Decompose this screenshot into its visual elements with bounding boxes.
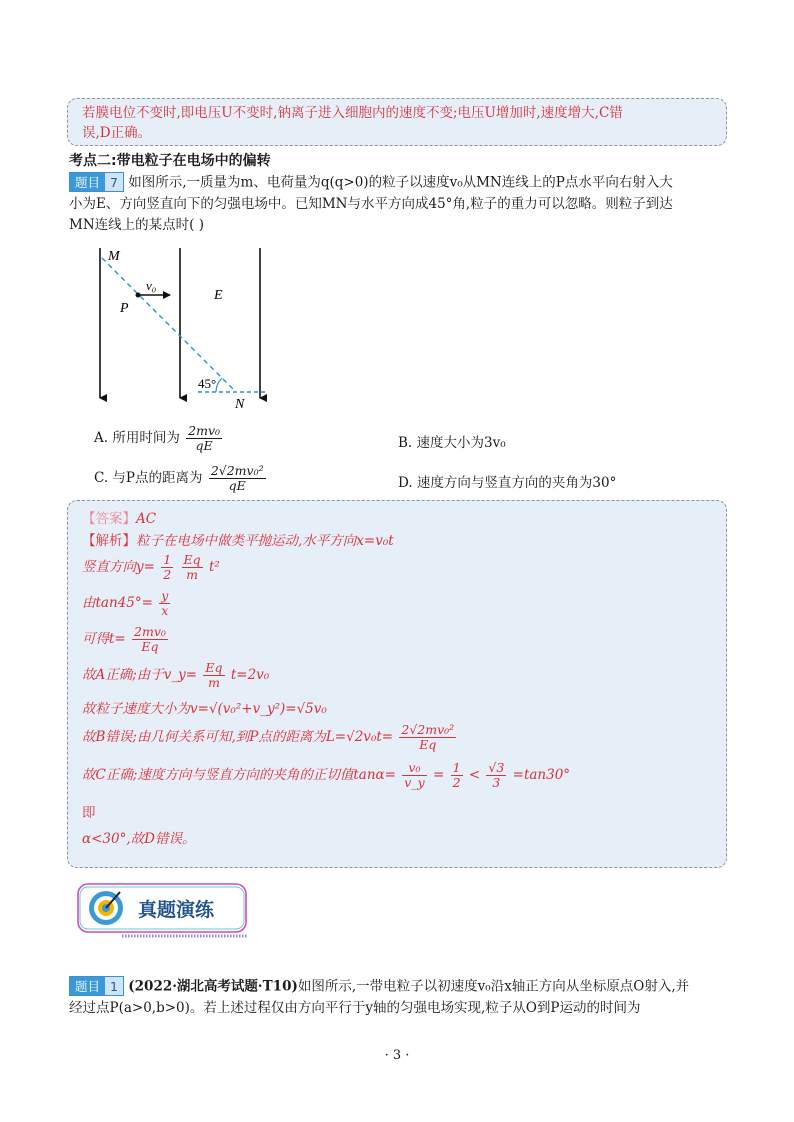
section-banner bbox=[76, 880, 254, 940]
analysis-text-1: 粒子在电场中做类平抛运动,水平方向x=v₀t bbox=[136, 533, 394, 549]
question-7 bbox=[69, 172, 729, 236]
section-title: 考点二:带电粒子在电场中的偏转 bbox=[69, 153, 271, 169]
fraction-eq-m bbox=[182, 553, 203, 582]
fraction-denominator: Eq bbox=[419, 737, 437, 752]
question-1 bbox=[69, 976, 729, 1019]
analysis-line-3 bbox=[82, 589, 172, 618]
analysis-text-2: 竖直方向y= bbox=[82, 559, 155, 575]
tag-label: 题目 bbox=[70, 977, 105, 995]
box1-line2: 误,D正确。 bbox=[82, 125, 152, 141]
target-icon bbox=[89, 891, 123, 925]
point-p bbox=[136, 293, 141, 298]
fraction-denominator: qE bbox=[228, 478, 246, 493]
fraction-numerator: Eq bbox=[205, 660, 223, 675]
equals-sign: = bbox=[432, 767, 445, 783]
tag-label: 题目 bbox=[70, 173, 105, 191]
option-b: B. 速度大小为3v₀ bbox=[398, 435, 506, 451]
option-a-fraction bbox=[186, 424, 222, 453]
option-c-text: C. 与P点的距离为 bbox=[94, 470, 203, 486]
analysis-line-10: α<30°,故D错误。 bbox=[82, 831, 196, 847]
answer-value: AC bbox=[136, 511, 157, 527]
tag-number: 7 bbox=[110, 174, 118, 190]
option-d: D. 速度方向与竖直方向的夹角为30° bbox=[398, 475, 617, 491]
option-a bbox=[94, 424, 224, 453]
label-p: P bbox=[120, 301, 129, 316]
fraction-half bbox=[161, 553, 173, 582]
mn-line bbox=[102, 258, 236, 392]
answer-box bbox=[67, 500, 727, 868]
label-e: E bbox=[214, 288, 223, 303]
analysis-text-5: 故A正确;由于v_y= bbox=[82, 667, 198, 683]
analysis-text-4: 可得t= bbox=[82, 631, 126, 647]
fraction-denominator: 2 bbox=[163, 567, 172, 582]
analysis-text-7: 故B错误;由几何关系可知,到P点的距离为L=√2v₀t= bbox=[82, 729, 394, 745]
page-number: · 3 · bbox=[384, 1048, 410, 1063]
analysis-suffix-8: =tan30° bbox=[512, 767, 571, 783]
fraction-numerator: Eq bbox=[183, 552, 201, 567]
question-line2: 小为E、方向竖直向下的匀强电场中。已知MN与水平方向成45°角,粒子的重力可以忽略。则粒子到达 bbox=[69, 195, 673, 212]
fraction-denominator: qE bbox=[195, 438, 213, 453]
question-1-line1: 如图所示,一带电粒子以初速度v₀沿x轴正方向从坐标原点O射入,并 bbox=[297, 978, 690, 995]
question-tag bbox=[69, 172, 124, 192]
box1-line1: 若膜电位不变时,即电压U不变时,钠离子进入细胞内的速度不变;电压U增加时,速度增大,C错 bbox=[82, 105, 623, 121]
analysis-line-9: 即 bbox=[82, 805, 96, 821]
fraction-denominator: x bbox=[161, 603, 169, 618]
fraction-numerator: √3 bbox=[488, 760, 505, 775]
field-diagram bbox=[80, 240, 280, 415]
fraction-numerator: 2mv₀ bbox=[134, 624, 166, 639]
fraction-numerator: 1 bbox=[452, 760, 461, 775]
fraction-numerator: 2mv₀ bbox=[188, 423, 221, 438]
analysis-line-6: 故粒子速度大小为v=√(v₀²+v_y²)=√5v₀ bbox=[82, 701, 327, 717]
question-1-line2: 经过点P(a>0,b>0)。若上述过程仅由方向平行于y轴的匀强电场实现,粒子从O到P运动的时间为 bbox=[69, 999, 641, 1016]
banner-title: 真题演练 bbox=[138, 899, 215, 921]
fraction-distance bbox=[399, 723, 456, 752]
label-angle: 45° bbox=[198, 376, 217, 391]
fraction-denominator: 3 bbox=[492, 775, 501, 790]
analysis-text-8: 故C正确;速度方向与竖直方向的夹角的正切值tanα= bbox=[82, 767, 396, 783]
answer-label: 【答案】 bbox=[82, 511, 136, 527]
answer-line bbox=[82, 507, 156, 527]
fraction-v0-vy bbox=[402, 761, 426, 790]
option-a-text: A. 所用时间为 bbox=[94, 430, 180, 446]
label-m: M bbox=[108, 249, 120, 264]
fraction-numerator: 2√2mv₀² bbox=[401, 722, 455, 737]
fraction-numerator: 1 bbox=[163, 552, 172, 567]
fraction-root3 bbox=[486, 761, 506, 790]
less-than-sign: < bbox=[468, 767, 481, 783]
question-source: (2022·湖北高考试题·T10) bbox=[128, 978, 298, 995]
analysis-text-3: 由tan45°= bbox=[82, 595, 153, 611]
fraction-numerator: 2√2mv₀² bbox=[210, 463, 264, 478]
analysis-suffix-2: t² bbox=[208, 559, 220, 575]
analysis-line-4 bbox=[82, 625, 170, 654]
fraction-eq-m-2 bbox=[203, 661, 224, 690]
label-n: N bbox=[235, 397, 245, 412]
label-v0: v₀ bbox=[146, 278, 157, 293]
answer-box-previous bbox=[67, 98, 727, 146]
fraction-one-half bbox=[451, 761, 463, 790]
analysis-suffix-5: t=2v₀ bbox=[230, 667, 270, 683]
analysis-line-5 bbox=[82, 661, 269, 690]
analysis-label: 【解析】 bbox=[82, 533, 136, 549]
fraction-numerator: y bbox=[161, 588, 169, 603]
fraction-time bbox=[132, 625, 168, 654]
fraction-denominator: v_y bbox=[404, 775, 425, 790]
fraction-denominator: m bbox=[208, 675, 220, 690]
option-c bbox=[94, 464, 268, 493]
analysis-line-2 bbox=[82, 553, 220, 582]
analysis-line-1 bbox=[82, 529, 394, 549]
fraction-denominator: m bbox=[186, 567, 198, 582]
question-line3: MN连线上的某点时( ) bbox=[69, 216, 204, 233]
analysis-line-8 bbox=[82, 761, 570, 790]
fraction-numerator: v₀ bbox=[402, 761, 426, 776]
question-line1: 如图所示,一质量为m、电荷量为q(q>0)的粒子以速度v₀从MN连线上的P点水平向右射入大 bbox=[128, 174, 673, 191]
fraction-denominator: Eq bbox=[141, 639, 159, 654]
option-c-fraction bbox=[209, 464, 266, 493]
analysis-line-7 bbox=[82, 723, 458, 752]
tag-number: 1 bbox=[110, 978, 118, 994]
question-tag-1 bbox=[69, 976, 124, 996]
angle-arc bbox=[216, 378, 222, 392]
fraction-denominator: 2 bbox=[452, 775, 461, 790]
fraction-y-x bbox=[159, 589, 170, 618]
